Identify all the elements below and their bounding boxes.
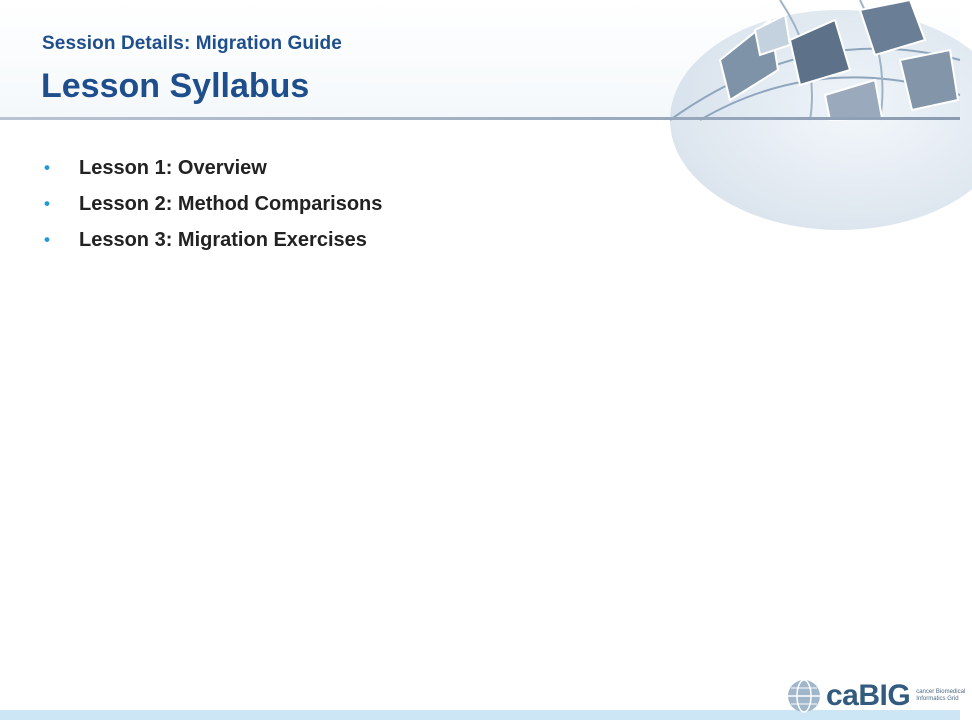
logo-tagline: cancer Biomedical Informatics Grid bbox=[916, 689, 966, 702]
cabig-logo bbox=[786, 676, 972, 716]
globe-collage-image bbox=[660, 0, 960, 120]
bullet-icon: • bbox=[44, 158, 50, 177]
title-divider bbox=[0, 117, 960, 120]
list-item bbox=[44, 222, 382, 258]
list-item-label: Lesson 1: Overview bbox=[79, 156, 267, 179]
bullet-icon: • bbox=[44, 230, 50, 249]
bullet-icon: • bbox=[44, 194, 50, 213]
syllabus-list bbox=[44, 150, 382, 258]
globe-icon bbox=[786, 678, 822, 714]
list-item bbox=[44, 150, 382, 186]
logo-brand: caBIG bbox=[826, 679, 911, 712]
list-item-label: Lesson 3: Migration Exercises bbox=[79, 228, 367, 251]
slide-subtitle: Session Details: Migration Guide bbox=[42, 33, 342, 54]
list-item bbox=[44, 186, 382, 222]
list-item-label: Lesson 2: Method Comparisons bbox=[79, 192, 383, 215]
slide-title: Lesson Syllabus bbox=[41, 67, 310, 105]
